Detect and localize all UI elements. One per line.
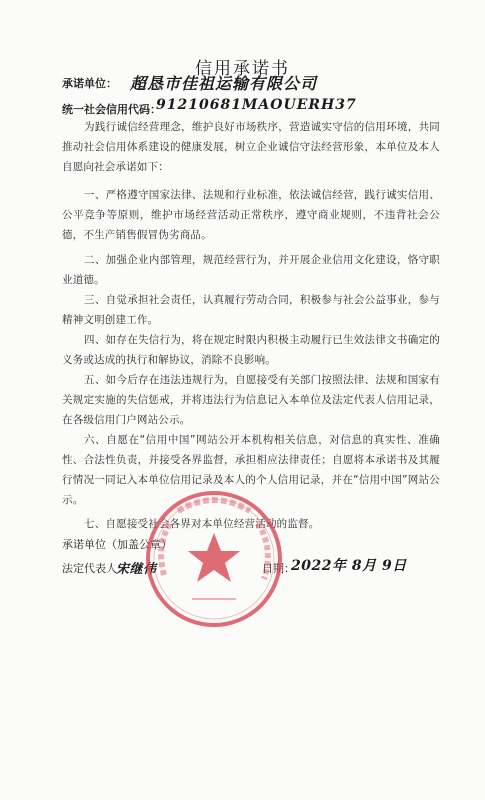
seal-star-icon <box>188 533 240 582</box>
commitment-7: 七、自愿接受社会各界对本单位经营活动的监督。 <box>84 518 320 530</box>
document-title: 信用承诺书 <box>195 59 290 79</box>
committing-unit-row <box>62 75 117 91</box>
committing-unit-label: 承诺单位： <box>62 77 117 90</box>
legal-rep-label: 法定代表人： <box>62 562 128 575</box>
commitment-6: 六、自愿在“信用中国”网站公开本机构相关信息，对信息的真实性、准确性、合法性负责，并接受各界监督，承担相应法律责任；自愿将本承诺书及其履行情况一同记入本单位信用记录及本人的个人信用记录，并在“信用中国”网站公示。 <box>62 434 440 506</box>
commitment-2: 二、加强企业内部管理，规范经营行为，并开展企业信用文化建设，恪守职业道德。 <box>62 254 440 286</box>
commitment-4: 四、如存在失信行为，将在规定时限内积极主动履行已生效法律文书确定的义务或达成的执行和解协议，消除不良影响。 <box>62 334 440 366</box>
commitment-1: 一、严格遵守国家法律、法规和行业标准，依法诚信经营，践行诚实信用、公平竞争等原则，维护市场经营活动正常秩序，遵守商业规则，不违背社会公德，不生产销售假冒伪劣商品。 <box>62 189 440 241</box>
committing-unit-handwritten: 超恳市佳祖运输有限公司 <box>130 74 318 93</box>
intro-paragraph: 为践行诚信经营理念，维护良好市场秩序，营造诚实守信的信用环境，共同推动社会信用体系建设的健康发展，树立企业诚信守法经营形象，本单位及本人自愿向社会承诺如下： <box>62 121 440 173</box>
credit-code-row <box>62 101 161 117</box>
credit-code-handwritten: 91210681MAOUERH37 <box>156 97 357 113</box>
legal-rep-signature: 宋继伟 <box>116 562 157 577</box>
sign-unit-label: 承诺单位（加盖公章） <box>62 538 172 551</box>
commitment-5: 五、如今后存在违法违规行为，自愿接受有关部门按照法律、法规和国家有关规定实施的失信惩戒，并将违法行为信息记入本单位及法定代表人信用记录，在各级信用门户网站公示。 <box>62 374 440 426</box>
credit-code-label: 统一社会信用代码： <box>62 103 161 116</box>
date-handwritten: 2022年 8月 9日 <box>291 558 407 574</box>
date-label: 日期： <box>262 562 295 575</box>
commitment-3: 三、自觉承担社会责任，认真履行劳动合同，积极参与社会公益事业，参与精神文明创建工作。 <box>62 294 440 326</box>
official-seal-stamp <box>142 487 286 631</box>
